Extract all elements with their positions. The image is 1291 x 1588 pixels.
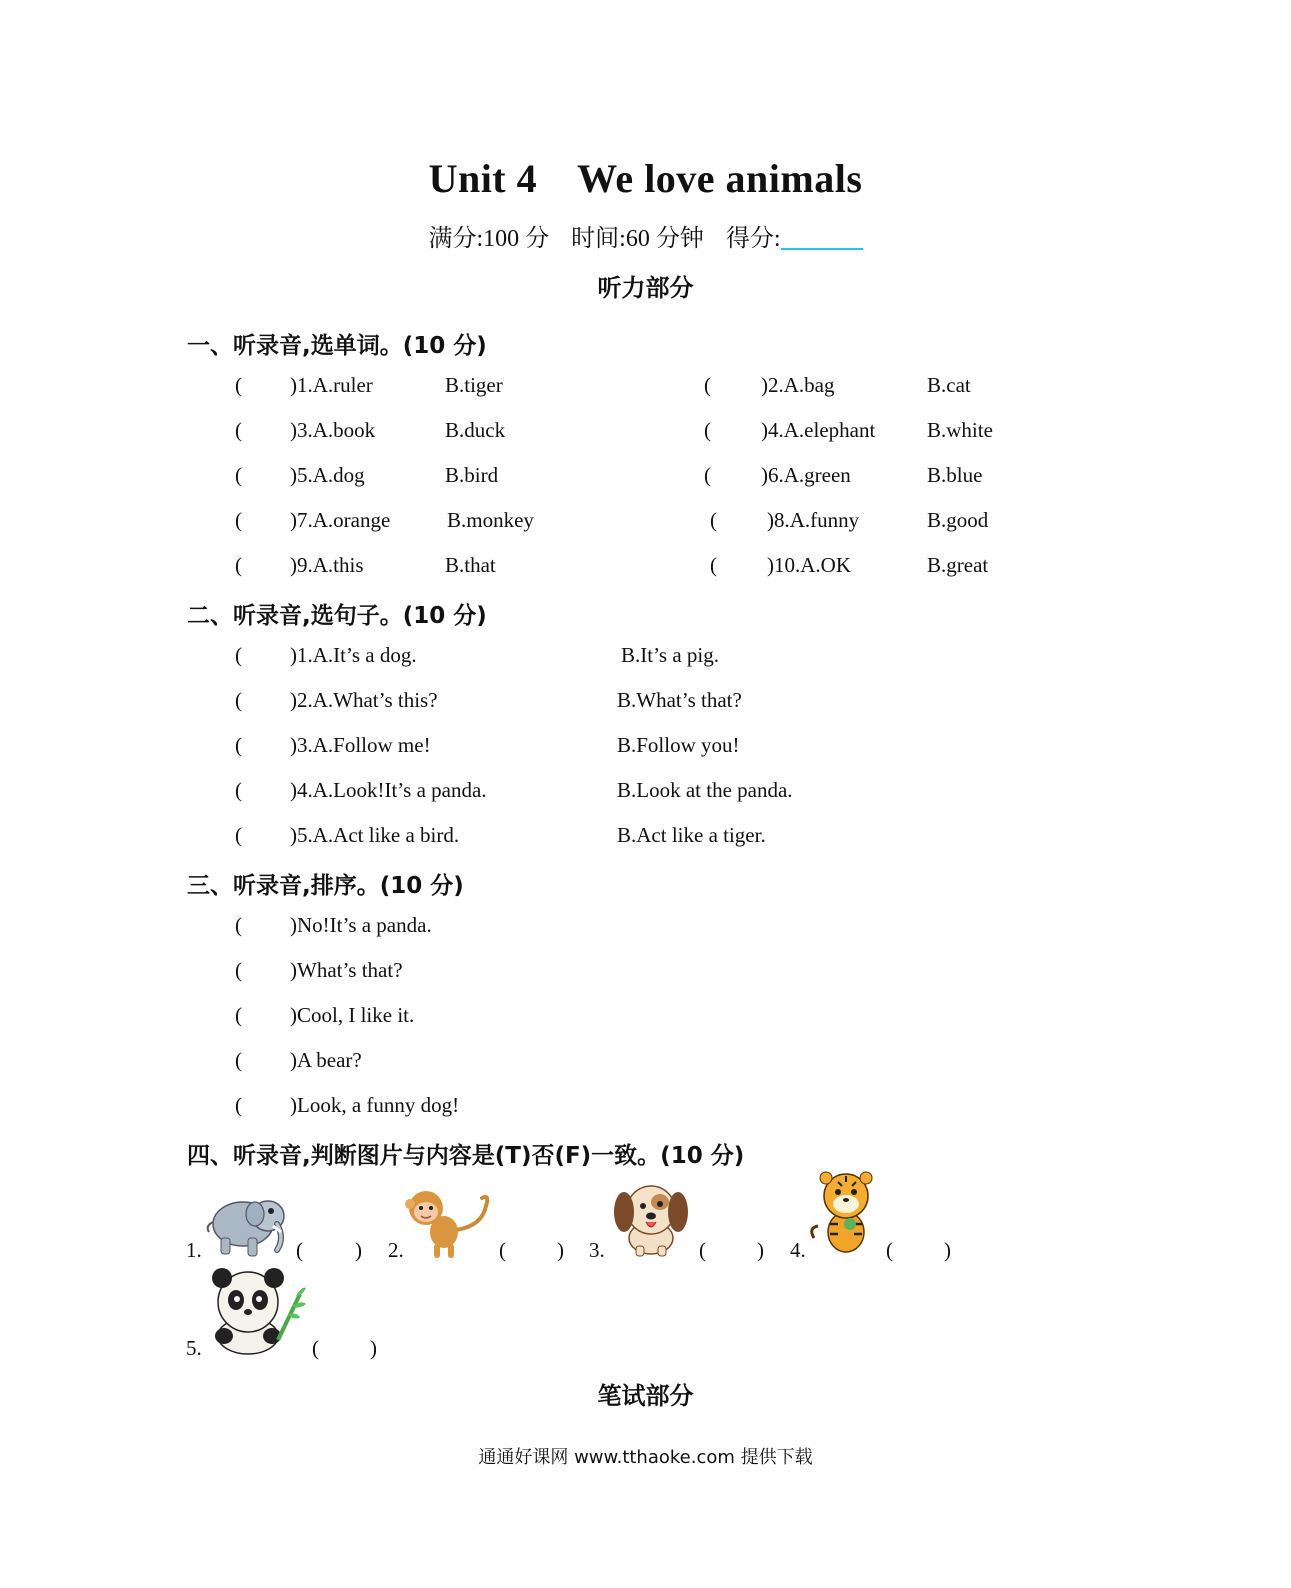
s3-paren-5: ( — [235, 1093, 242, 1117]
s3-sentence-4[interactable]: )A bear? — [290, 1048, 362, 1072]
paren-close-4[interactable]: ) — [944, 1238, 951, 1262]
exam-time: 时间:60 分钟 — [571, 226, 704, 252]
s1-option-b-4[interactable]: B.white — [927, 418, 993, 442]
section-3-heading: 三、听录音,排序。(10 分) — [187, 873, 464, 899]
pic-label-1: 1. — [186, 1238, 202, 1262]
title-name: We love animals — [577, 156, 863, 201]
paren-close-1[interactable]: ) — [355, 1238, 362, 1262]
s1-option-b-8[interactable]: B.good — [927, 508, 989, 532]
s1-question-9[interactable]: )9.A.this — [290, 553, 364, 577]
s1-option-b-10[interactable]: B.great — [927, 553, 989, 577]
paren-close-3[interactable]: ) — [757, 1238, 764, 1262]
s1-question-6[interactable]: )6.A.green — [761, 463, 851, 487]
s1-paren-8: ( — [710, 508, 717, 532]
page-title — [0, 155, 1291, 202]
s1-paren-2: ( — [704, 373, 711, 397]
s3-sentence-5[interactable]: )Look, a funny dog! — [290, 1093, 460, 1117]
s1-paren-7: ( — [235, 508, 242, 532]
tiger-icon — [808, 1168, 884, 1260]
s1-paren-6: ( — [704, 463, 711, 487]
s1-question-5[interactable]: )5.A.dog — [290, 463, 365, 487]
s1-option-b-9[interactable]: B.that — [445, 553, 496, 577]
paren-open-3: ( — [699, 1238, 706, 1262]
monkey-icon — [404, 1186, 496, 1262]
s2-option-a-4[interactable]: )4.A.Look!It’s a panda. — [290, 778, 487, 802]
s1-question-2[interactable]: )2.A.bag — [761, 373, 835, 397]
pic-label-3: 3. — [589, 1238, 605, 1262]
elephant-icon — [203, 1186, 295, 1260]
s1-question-1[interactable]: )1.A.ruler — [290, 373, 373, 397]
s1-option-b-5[interactable]: B.bird — [445, 463, 499, 487]
s3-paren-1: ( — [235, 913, 242, 937]
s2-option-a-5[interactable]: )5.A.Act like a bird. — [290, 823, 460, 847]
s3-paren-3: ( — [235, 1003, 242, 1027]
s2-option-b-3[interactable]: B.Follow you! — [617, 733, 740, 757]
full-score: 满分:100 分 — [428, 226, 550, 252]
s2-paren-3: ( — [235, 733, 242, 757]
paren-close-2[interactable]: ) — [557, 1238, 564, 1262]
s2-paren-2: ( — [235, 688, 242, 712]
s1-option-b-7[interactable]: B.monkey — [447, 508, 534, 532]
pic-label-5: 5. — [186, 1336, 202, 1360]
s1-option-b-3[interactable]: B.duck — [445, 418, 506, 442]
panda-icon — [200, 1266, 308, 1356]
s3-paren-2: ( — [235, 958, 242, 982]
s2-paren-4: ( — [235, 778, 242, 802]
paren-open-1: ( — [296, 1238, 303, 1262]
s1-question-4[interactable]: )4.A.elephant — [761, 418, 876, 442]
s1-option-b-2[interactable]: B.cat — [927, 373, 971, 397]
dog-icon — [606, 1176, 696, 1260]
s1-paren-10: ( — [710, 553, 717, 577]
s2-paren-1: ( — [235, 643, 242, 667]
paren-open-4: ( — [886, 1238, 893, 1262]
section-4-heading: 四、听录音,判断图片与内容是(T)否(F)一致。(10 分) — [187, 1143, 745, 1169]
s1-question-10[interactable]: )10.A.OK — [767, 553, 851, 577]
s1-question-7[interactable]: )7.A.orange — [290, 508, 391, 532]
s3-paren-4: ( — [235, 1048, 242, 1072]
section-1-heading: 一、听录音,选单词。(10 分) — [187, 333, 487, 359]
pic-label-4: 4. — [790, 1238, 806, 1262]
listening-title: 听力部分 — [597, 274, 694, 302]
section-2-heading: 二、听录音,选句子。(10 分) — [187, 603, 487, 629]
s1-paren-3: ( — [235, 418, 242, 442]
s2-option-a-2[interactable]: )2.A.What’s this? — [290, 688, 438, 712]
s1-option-b-6[interactable]: B.blue — [927, 463, 983, 487]
s2-option-b-1[interactable]: B.It’s a pig. — [621, 643, 719, 667]
s1-paren-5: ( — [235, 463, 242, 487]
s1-option-b-1[interactable]: B.tiger — [445, 373, 503, 397]
s1-question-3[interactable]: )3.A.book — [290, 418, 376, 442]
title-unit: Unit 4 — [428, 156, 538, 201]
pic-label-2: 2. — [388, 1238, 404, 1262]
s1-paren-1: ( — [235, 373, 242, 397]
s3-sentence-1[interactable]: )No!It’s a panda. — [290, 913, 432, 937]
exam-meta — [0, 218, 1291, 253]
s2-paren-5: ( — [235, 823, 242, 847]
s1-paren-4: ( — [704, 418, 711, 442]
s1-question-8[interactable]: )8.A.funny — [767, 508, 860, 532]
paren-open-5: ( — [312, 1336, 319, 1360]
s2-option-b-5[interactable]: B.Act like a tiger. — [617, 823, 766, 847]
paren-open-2: ( — [499, 1238, 506, 1262]
s3-sentence-3[interactable]: )Cool, I like it. — [290, 1003, 415, 1027]
s3-sentence-2[interactable]: )What’s that? — [290, 958, 403, 982]
s2-option-a-1[interactable]: )1.A.It’s a dog. — [290, 643, 417, 667]
score-label: 得分: — [725, 226, 781, 252]
s2-option-a-3[interactable]: )3.A.Follow me! — [290, 733, 431, 757]
paren-close-5[interactable]: ) — [370, 1336, 377, 1360]
s2-option-b-2[interactable]: B.What’s that? — [617, 688, 742, 712]
s2-option-b-4[interactable]: B.Look at the panda. — [617, 778, 793, 802]
footer-credit: 通通好课网 www.tthaoke.com 提供下载 — [478, 1447, 813, 1468]
writing-title: 笔试部分 — [597, 1382, 694, 1410]
score-blank[interactable] — [781, 226, 863, 250]
s1-paren-9: ( — [235, 553, 242, 577]
